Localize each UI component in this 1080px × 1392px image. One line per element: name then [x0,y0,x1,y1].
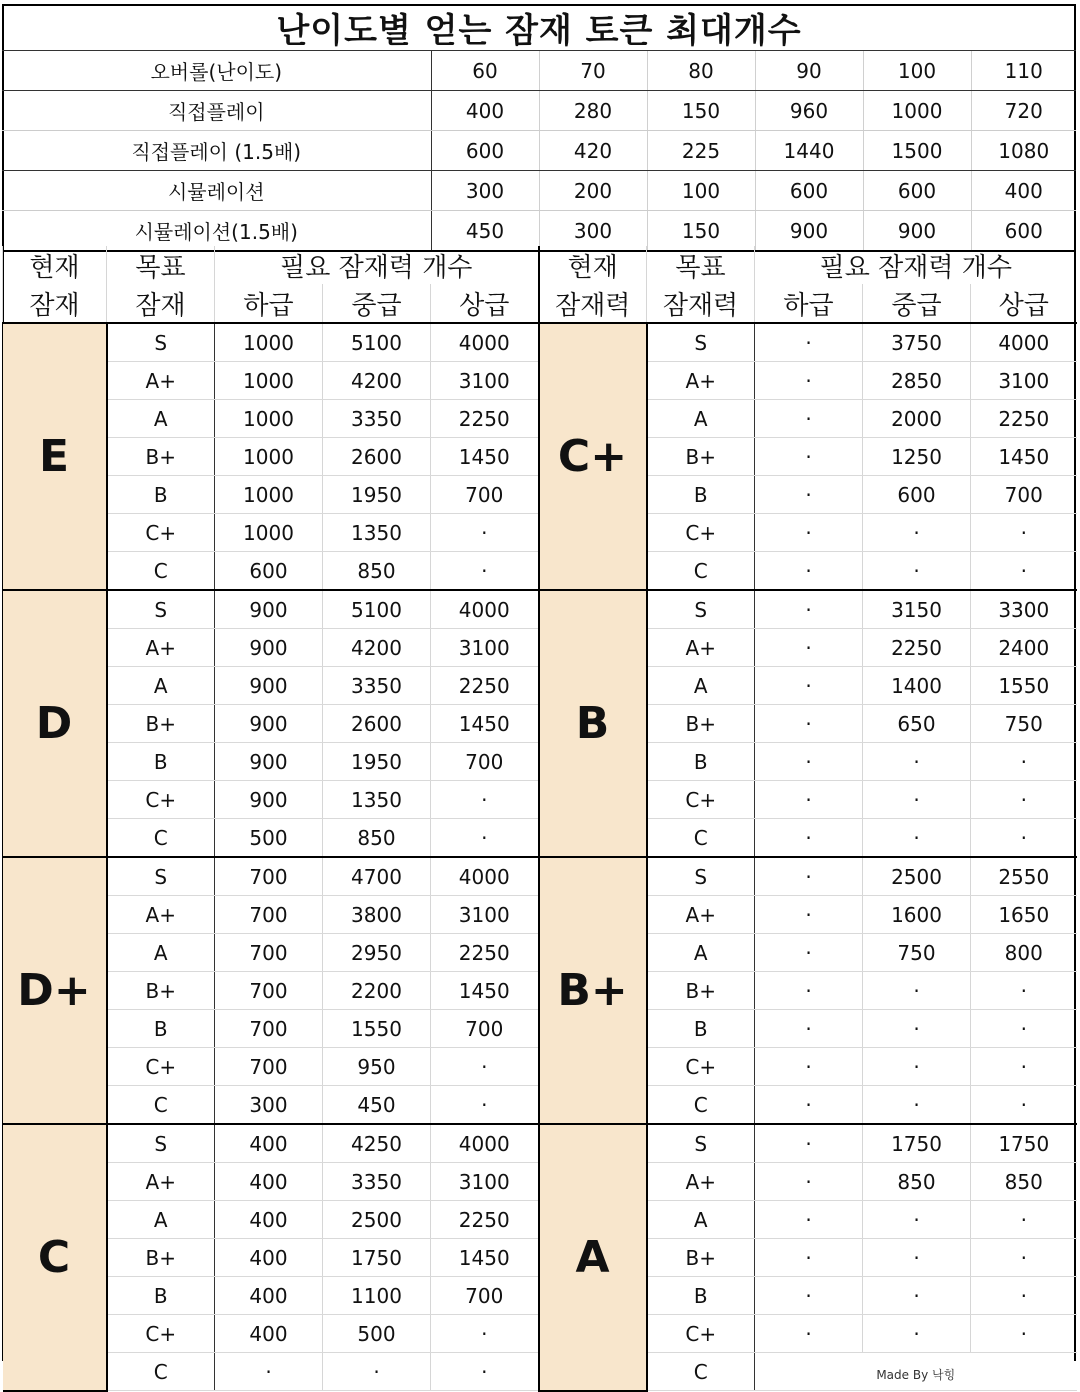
value-cell: 400 [215,1239,323,1277]
difficulty-cell: 1440 [755,131,863,171]
value-cell: · [755,323,863,362]
value-cell: 850 [971,1163,1077,1201]
value-cell: · [971,819,1077,858]
value-cell: 4000 [971,323,1077,362]
value-cell: · [971,1048,1077,1086]
value-cell: 750 [971,705,1077,743]
value-cell: · [971,743,1077,781]
target-rank-cell: C [647,819,755,858]
value-cell: · [863,972,971,1010]
value-cell: · [431,1353,539,1391]
difficulty-cell: 420 [539,131,647,171]
difficulty-cell: 110 [971,51,1076,91]
value-cell: 900 [215,590,323,629]
value-cell: 3750 [863,323,971,362]
target-rank-cell: B+ [107,1239,215,1277]
value-cell: 900 [215,705,323,743]
value-cell: 500 [215,819,323,858]
value-cell: · [755,1048,863,1086]
difficulty-cell: 80 [647,51,755,91]
current-rank-right: B [539,590,647,857]
value-cell: 1000 [215,476,323,514]
value-cell: 850 [323,819,431,858]
value-cell: · [755,743,863,781]
current-rank-right: C+ [539,323,647,590]
value-cell: 4000 [431,323,539,362]
target-rank-cell: S [647,857,755,896]
value-cell: 2250 [863,629,971,667]
target-rank-cell: S [647,323,755,362]
value-cell: 700 [431,743,539,781]
target-rank-cell: C+ [107,1048,215,1086]
value-cell: 700 [215,1048,323,1086]
value-cell: 4700 [323,857,431,896]
value-cell: · [863,1048,971,1086]
target-rank-cell: B+ [647,438,755,476]
value-cell: · [863,1239,971,1277]
current-rank-left: D [3,590,107,857]
value-cell: 1450 [431,972,539,1010]
value-cell: · [971,1201,1077,1239]
value-cell: 700 [431,1010,539,1048]
value-cell: 2250 [431,400,539,438]
value-cell: 1750 [971,1124,1077,1163]
value-cell: 900 [215,667,323,705]
value-cell: · [755,438,863,476]
header-high-right: 상급 [971,284,1077,323]
value-cell: 1550 [971,667,1077,705]
target-rank-cell: B [647,476,755,514]
value-cell: · [755,819,863,858]
value-cell: 3800 [323,896,431,934]
target-rank-cell: S [107,1124,215,1163]
table-row [3,1124,1077,1163]
value-cell: 500 [323,1315,431,1353]
difficulty-cell: 300 [431,171,539,211]
header-target-sub: 잠재 [107,284,215,323]
target-rank-cell: B [107,1277,215,1315]
value-cell: 1450 [971,438,1077,476]
difficulty-cell: 600 [971,211,1076,252]
value-cell: · [863,743,971,781]
difficulty-cell: 900 [755,211,863,252]
difficulty-row [2,51,1076,91]
difficulty-cell: 600 [431,131,539,171]
table-row [3,323,1077,362]
header-mid: 중급 [323,284,431,323]
value-cell: 2500 [323,1201,431,1239]
difficulty-row [2,171,1076,211]
value-cell: · [863,1201,971,1239]
value-cell: · [755,1124,863,1163]
target-rank-cell: A [107,400,215,438]
target-rank-cell: B [647,1010,755,1048]
value-cell: 4200 [323,629,431,667]
value-cell: · [215,1353,323,1391]
value-cell: 300 [215,1086,323,1125]
target-rank-cell: S [647,590,755,629]
value-cell: · [755,514,863,552]
difficulty-cell: 150 [647,211,755,252]
header-current-sub-right: 잠재력 [539,284,647,323]
value-cell: 3100 [431,629,539,667]
value-cell: 1750 [323,1239,431,1277]
target-rank-cell: A+ [107,896,215,934]
value-cell: 1600 [863,896,971,934]
target-rank-cell: C+ [647,514,755,552]
value-cell: 4200 [323,362,431,400]
header-current-right: 현재 [539,246,647,284]
target-rank-cell: A [107,934,215,972]
header-current-sub: 잠재 [3,284,107,323]
value-cell: 1100 [323,1277,431,1315]
value-cell: · [755,1010,863,1048]
value-cell: · [431,781,539,819]
target-rank-cell: C+ [107,514,215,552]
value-cell: 850 [323,552,431,591]
value-cell: 1250 [863,438,971,476]
value-cell: 2400 [971,629,1077,667]
value-cell: 450 [323,1086,431,1125]
header-row-2 [3,284,1077,323]
difficulty-cell: 960 [755,91,863,131]
target-rank-cell: A+ [647,1163,755,1201]
difficulty-row-label: 시뮬레이션 [2,171,431,211]
value-cell: · [755,667,863,705]
value-cell: 1350 [323,781,431,819]
target-rank-cell: S [647,1124,755,1163]
value-cell: · [755,781,863,819]
header-low: 하급 [215,284,323,323]
value-cell: · [755,857,863,896]
target-rank-cell: C [647,552,755,591]
target-rank-cell: S [107,323,215,362]
value-cell: 5100 [323,590,431,629]
target-rank-cell: A [647,934,755,972]
target-rank-cell: C+ [647,1315,755,1353]
difficulty-cell: 225 [647,131,755,171]
difficulty-cell: 100 [647,171,755,211]
value-cell: · [431,1086,539,1125]
value-cell: · [971,514,1077,552]
value-cell: · [755,552,863,591]
value-cell: 1350 [323,514,431,552]
header-current: 현재 [3,246,107,284]
value-cell: · [971,1239,1077,1277]
value-cell: 700 [215,934,323,972]
target-rank-cell: A [647,667,755,705]
difficulty-cell: 100 [863,51,971,91]
header-required: 필요 잠재력 개수 [215,246,539,284]
value-cell: · [755,1315,863,1353]
current-rank-right: B+ [539,857,647,1124]
value-cell: · [863,552,971,591]
value-cell: · [755,972,863,1010]
value-cell: · [431,819,539,858]
value-cell: 2600 [323,705,431,743]
value-cell: 400 [215,1315,323,1353]
value-cell: 1450 [431,438,539,476]
header-mid-right: 중급 [863,284,971,323]
value-cell: · [755,1086,863,1125]
value-cell: 800 [971,934,1077,972]
value-cell: · [971,1277,1077,1315]
target-rank-cell: B+ [107,705,215,743]
value-cell: 1000 [215,323,323,362]
header-target-sub-right: 잠재력 [647,284,755,323]
value-cell: 3300 [971,590,1077,629]
current-rank-left: D+ [3,857,107,1124]
value-cell: 600 [863,476,971,514]
value-cell: 1950 [323,476,431,514]
value-cell: · [431,1315,539,1353]
value-cell: 3350 [323,1163,431,1201]
value-cell: · [971,552,1077,591]
value-cell: 3100 [971,362,1077,400]
difficulty-row-label: 직접플레이 [2,91,431,131]
difficulty-cell: 70 [539,51,647,91]
target-rank-cell: C+ [647,1048,755,1086]
value-cell: 4000 [431,590,539,629]
value-cell: 2250 [431,1201,539,1239]
target-rank-cell: A+ [107,629,215,667]
value-cell: 1000 [215,438,323,476]
value-cell: 3350 [323,400,431,438]
difficulty-cell: 280 [539,91,647,131]
value-cell: 900 [215,743,323,781]
value-cell: 1000 [215,400,323,438]
target-rank-cell: B+ [107,972,215,1010]
value-cell: 600 [215,552,323,591]
value-cell: 2000 [863,400,971,438]
value-cell: · [863,1010,971,1048]
credit-cell [755,1353,1077,1391]
target-rank-cell: A [647,400,755,438]
difficulty-row-label: 오버롤(난이도) [2,51,431,91]
value-cell: 4250 [323,1124,431,1163]
value-cell: · [971,1086,1077,1125]
target-rank-cell: A+ [647,629,755,667]
value-cell: 3150 [863,590,971,629]
target-rank-cell: A+ [647,362,755,400]
difficulty-row-label: 시뮬레이션(1.5배) [2,211,431,252]
value-cell: · [755,629,863,667]
value-cell: · [755,400,863,438]
value-cell: · [863,781,971,819]
value-cell: 1450 [431,1239,539,1277]
value-cell: 2600 [323,438,431,476]
value-cell: 1450 [431,705,539,743]
value-cell: · [863,1315,971,1353]
target-rank-cell: C+ [107,1315,215,1353]
value-cell: · [971,781,1077,819]
table-row [3,590,1077,629]
difficulty-cell: 450 [431,211,539,252]
value-cell: 400 [215,1201,323,1239]
value-cell: · [755,1239,863,1277]
difficulty-cell: 600 [863,171,971,211]
target-rank-cell: A+ [107,362,215,400]
target-rank-cell: B [647,1277,755,1315]
value-cell: 2850 [863,362,971,400]
difficulty-cell: 400 [431,91,539,131]
value-cell: 850 [863,1163,971,1201]
value-cell: 3100 [431,362,539,400]
header-row-1 [3,246,1077,284]
difficulty-cell: 150 [647,91,755,131]
value-cell: · [755,362,863,400]
target-rank-cell: C [107,1086,215,1125]
header-low-right: 하급 [755,284,863,323]
target-rank-cell: B+ [647,972,755,1010]
target-rank-cell: C [107,552,215,591]
value-cell: · [431,1048,539,1086]
current-rank-left: C [3,1124,107,1391]
value-cell: · [755,705,863,743]
value-cell: 2950 [323,934,431,972]
target-rank-cell: C [647,1086,755,1125]
header-required-right: 필요 잠재력 개수 [755,246,1077,284]
difficulty-cell: 200 [539,171,647,211]
value-cell: 1550 [323,1010,431,1048]
value-cell: 400 [215,1124,323,1163]
value-cell: 950 [323,1048,431,1086]
target-rank-cell: B+ [647,1239,755,1277]
header-high: 상급 [431,284,539,323]
difficulty-cell: 60 [431,51,539,91]
target-rank-cell: B [107,743,215,781]
value-cell: 700 [215,972,323,1010]
value-cell: 650 [863,705,971,743]
difficulty-cell: 600 [755,171,863,211]
value-cell: 700 [431,1277,539,1315]
value-cell: 750 [863,934,971,972]
difficulty-cell: 400 [971,171,1076,211]
header-target: 목표 [107,246,215,284]
current-rank-left: E [3,323,107,590]
target-rank-cell: B [107,476,215,514]
difficulty-cell: 1080 [971,131,1076,171]
value-cell: · [431,514,539,552]
value-cell: · [755,590,863,629]
difficulty-row [2,211,1076,252]
value-cell: · [863,514,971,552]
target-rank-cell: A [107,667,215,705]
value-cell: 4000 [431,857,539,896]
value-cell: 1000 [215,362,323,400]
header-target-right: 목표 [647,246,755,284]
value-cell: 5100 [323,323,431,362]
target-rank-cell: C [647,1353,755,1391]
target-rank-cell: S [107,857,215,896]
target-rank-cell: A+ [647,896,755,934]
page-title: 난이도별 얻는 잠재 토큰 최대개수 [2,4,1076,51]
target-rank-cell: A [107,1201,215,1239]
difficulty-row [2,131,1076,171]
value-cell: 1400 [863,667,971,705]
difficulty-table [2,51,1076,252]
value-cell: 900 [215,629,323,667]
value-cell: 3100 [431,1163,539,1201]
difficulty-cell: 300 [539,211,647,252]
value-cell: 1000 [215,514,323,552]
value-cell: · [755,896,863,934]
value-cell: 400 [215,1163,323,1201]
value-cell: 1650 [971,896,1077,934]
difficulty-cell: 720 [971,91,1076,131]
value-cell: · [323,1353,431,1391]
value-cell: 700 [431,476,539,514]
target-rank-cell: B [647,743,755,781]
difficulty-cell: 900 [863,211,971,252]
difficulty-cell: 1000 [863,91,971,131]
value-cell: 700 [215,1010,323,1048]
target-rank-cell: C+ [647,781,755,819]
value-cell: 1750 [863,1124,971,1163]
target-rank-cell: C [107,1353,215,1391]
value-cell: 700 [971,476,1077,514]
target-rank-cell: B [107,1010,215,1048]
target-rank-cell: B+ [647,705,755,743]
value-cell: 2550 [971,857,1077,896]
value-cell: · [863,819,971,858]
credit-text: Made By 낙힝 [876,1367,956,1382]
value-cell: 900 [215,781,323,819]
target-rank-cell: S [107,590,215,629]
value-cell: 3100 [431,896,539,934]
difficulty-cell: 1500 [863,131,971,171]
target-rank-cell: A+ [107,1163,215,1201]
value-cell: · [431,552,539,591]
value-cell: · [755,1163,863,1201]
current-rank-right: A [539,1124,647,1391]
table-row [3,857,1077,896]
value-cell: 700 [215,896,323,934]
value-cell: · [971,1315,1077,1353]
target-rank-cell: A [647,1201,755,1239]
value-cell: · [863,1277,971,1315]
difficulty-row [2,91,1076,131]
value-cell: · [755,934,863,972]
target-rank-cell: C [107,819,215,858]
difficulty-cell: 90 [755,51,863,91]
target-rank-cell: B+ [107,438,215,476]
value-cell: · [755,1277,863,1315]
value-cell: 3350 [323,667,431,705]
value-cell: 4000 [431,1124,539,1163]
value-cell: · [863,1086,971,1125]
value-cell: · [755,1201,863,1239]
value-cell: 2500 [863,857,971,896]
value-cell: 2200 [323,972,431,1010]
value-cell: · [971,972,1077,1010]
potential-table [2,246,1077,1392]
target-rank-cell: C+ [107,781,215,819]
value-cell: · [971,1010,1077,1048]
difficulty-row-label: 직접플레이 (1.5배) [2,131,431,171]
value-cell: 2250 [431,934,539,972]
value-cell: 700 [215,857,323,896]
value-cell: 1950 [323,743,431,781]
value-cell: · [755,476,863,514]
value-cell: 2250 [431,667,539,705]
value-cell: 2250 [971,400,1077,438]
value-cell: 400 [215,1277,323,1315]
